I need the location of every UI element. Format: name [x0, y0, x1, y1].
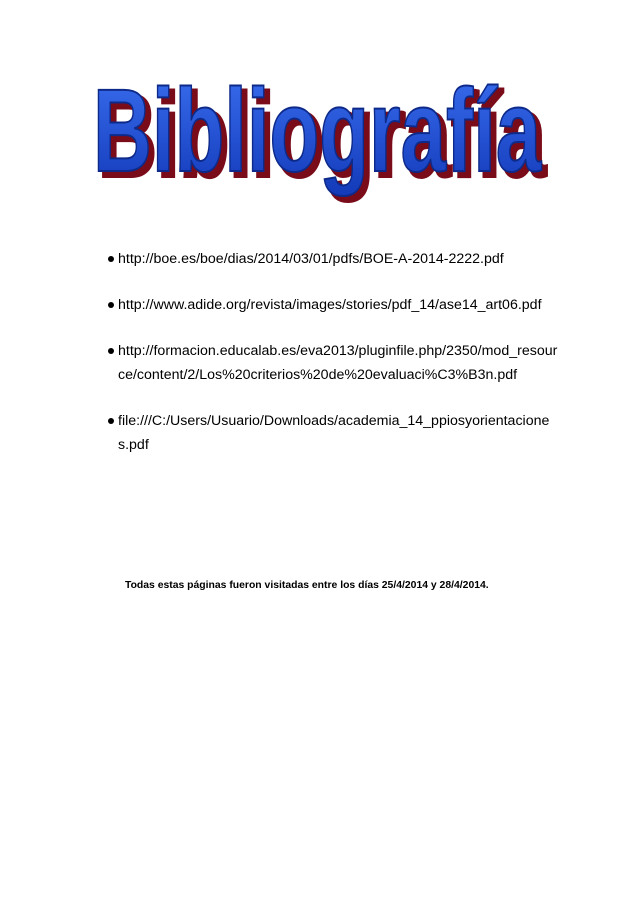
visit-note: Todas estas páginas fueron visitadas entre los días 25/4/2014 y 28/4/2014. — [125, 580, 489, 591]
title-graphic — [84, 48, 554, 208]
reference-link[interactable]: http://boe.es/boe/dias/2014/03/01/pdfs/BOE-A-2014-2222.pdf — [118, 251, 504, 267]
title-shadow: Bibliografía — [98, 70, 547, 202]
bullet-icon — [108, 348, 114, 354]
title-wordart — [0, 48, 638, 208]
reference-link[interactable]: http://formacion.educalab.es/eva2013/pluginfile.php/2350/mod_resource/content/2/Los%20criterios%20de%20evaluaci%C3%B3n.pdf — [118, 343, 558, 383]
page-title: Bibliografía — [93, 65, 542, 197]
list-item — [108, 409, 558, 457]
list-item — [108, 247, 558, 271]
list-item — [108, 293, 558, 317]
reference-link[interactable]: file:///C:/Users/Usuario/Downloads/academia_14_ppiosyorientaciones.pdf — [118, 413, 550, 453]
bullet-icon — [108, 418, 114, 424]
bullet-icon — [108, 256, 114, 262]
bullet-icon — [108, 302, 114, 308]
reference-link[interactable]: http://www.adide.org/revista/images/stories/pdf_14/ase14_art06.pdf — [118, 297, 542, 313]
reference-list — [108, 247, 558, 479]
list-item — [108, 339, 558, 387]
